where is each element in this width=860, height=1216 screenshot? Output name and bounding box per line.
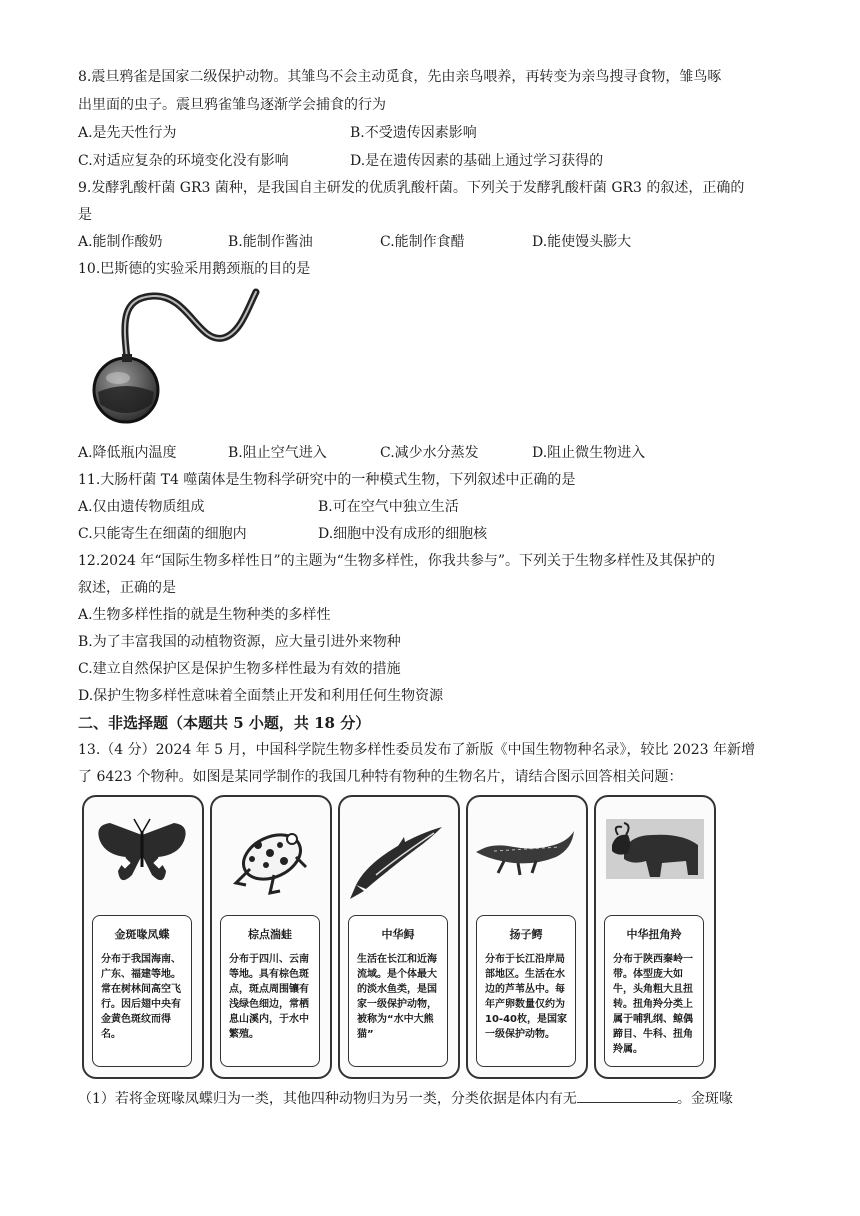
species-card — [338, 795, 460, 1079]
q10-option-c: C.减少水分蒸发 — [380, 445, 479, 461]
answer-blank[interactable] — [577, 1088, 677, 1103]
q12-stem-line2: 叙述，正确的是 — [78, 580, 176, 596]
q8-stem-line2: 出里面的虫子。震旦鸦雀雏鸟逐渐学会捕食的行为 — [78, 97, 386, 113]
card-name: 扬子鳄 — [509, 928, 543, 941]
q13-sub1-text: （1）若将金斑喙凤蝶归为一类，其他四种动物归为另一类，分类依据是体内有无 — [78, 1091, 577, 1107]
card-panel — [92, 915, 192, 1067]
butterfly-icon — [90, 805, 194, 905]
q8-option-b: B.不受遗传因素影响 — [350, 125, 477, 141]
card-panel — [604, 915, 704, 1067]
species-card — [594, 795, 716, 1079]
q9-option-d: D.能使馒头膨大 — [532, 234, 632, 250]
sturgeon-icon — [346, 805, 450, 905]
swan-neck-flask-image — [78, 288, 278, 428]
takin-icon — [602, 805, 706, 905]
card-description: 生活在长江和近海流域。是个体最大的淡水鱼类，是国家一级保护动物，被称为“水中大熊猫” — [357, 954, 437, 1040]
q8-stem-line1: 8.震旦鸦雀是国家二级保护动物。其雏鸟不会主动觅食，先由亲鸟喂养，再转变为亲鸟搜寻食物，雏鸟啄 — [78, 69, 722, 85]
q12-option-a: A.生物多样性指的就是生物种类的多样性 — [78, 607, 331, 623]
q13-sub1-tail: 。金斑喙 — [676, 1091, 733, 1107]
q13-stem-line1: 13.（4 分）2024 年 5 月，中国科学院生物多样性委员发布了新版《中国生物物种名录》，较比 2023 年新增 — [78, 742, 756, 758]
card-panel — [476, 915, 576, 1067]
q11-stem: 11.大肠杆菌 T4 噬菌体是生物科学研究中的一种模式生物，下列叙述中正确的是 — [78, 472, 576, 488]
q13-sub1 — [78, 1088, 793, 1109]
q9-stem-line1: 9.发酵乳酸杆菌 GR3 菌种，是我国自主研发的优质乳酸杆菌。下列关于发酵乳酸杆菌 GR3 的叙述，正确的 — [78, 180, 745, 196]
q11-option-b: B.可在空气中独立生活 — [318, 499, 459, 515]
alligator-icon — [474, 805, 578, 905]
card-name: 棕点湍蛙 — [248, 928, 292, 941]
q11-option-d: D.细胞中没有成形的细胞核 — [318, 526, 488, 542]
card-description: 分布于陕西秦岭一带。体型庞大如牛，头角粗大且扭转。扭角羚分类上属于哺乳纲、鲸偶蹄目、牛科、扭角羚属。 — [613, 954, 693, 1055]
q8-option-a: A.是先天性行为 — [78, 125, 177, 141]
card-name: 金斑喙凤蝶 — [114, 928, 170, 941]
q12-option-c: C.建立自然保护区是保护生物多样性最为有效的措施 — [78, 661, 401, 677]
q8-option-c: C.对适应复杂的环境变化没有影响 — [78, 153, 289, 169]
q9-option-b: B.能制作酱油 — [228, 234, 313, 250]
card-name: 中华鲟 — [381, 928, 415, 941]
q8-option-d: D.是在遗传因素的基础上通过学习获得的 — [350, 153, 604, 169]
q9-option-a: A.能制作酸奶 — [78, 234, 163, 250]
q10-stem: 10.巴斯德的实验采用鹅颈瓶的目的是 — [78, 261, 311, 277]
q9-stem-line2: 是 — [78, 207, 92, 223]
q12-option-d: D.保护生物多样性意味着全面禁止开发和利用任何生物资源 — [78, 688, 444, 704]
card-panel — [220, 915, 320, 1067]
q12-option-b: B.为了丰富我国的动植物资源，应大量引进外来物种 — [78, 634, 401, 650]
q13-stem-line2: 了 6423 个物种。如图是某同学制作的我国几种特有物种的生物名片，请结合图示回答相关问题： — [78, 769, 683, 785]
frog-icon — [218, 805, 322, 905]
card-description: 分布于我国海南、广东、福建等地。常在树林间高空飞行。因后翅中央有金黄色斑纹而得名。 — [101, 954, 181, 1040]
card-name: 中华扭角羚 — [626, 928, 682, 941]
card-panel — [348, 915, 448, 1067]
q12-stem-line1: 12.2024 年“国际生物多样性日”的主题为“生物多样性，你我共参与”。下列关于生物多样性及其保护的 — [78, 553, 715, 569]
species-card — [210, 795, 332, 1079]
q10-option-b: B.阻止空气进入 — [228, 445, 327, 461]
q11-option-a: A.仅由遗传物质组成 — [78, 499, 205, 515]
card-description: 分布于长江沿岸局部地区。生活在水边的芦苇丛中。每年产卵数量仅约为10-40枚，是国家一级保护动物。 — [485, 954, 567, 1040]
card-description: 分布于四川、云南等地。具有棕色斑点，斑点周围镶有浅绿色细边，常栖息山溪内，于水中繁殖。 — [229, 954, 309, 1040]
species-card — [466, 795, 588, 1079]
q10-option-a: A.降低瓶内温度 — [78, 445, 177, 461]
q9-option-c: C.能制作食醋 — [380, 234, 465, 250]
species-cards — [82, 795, 722, 1080]
species-card — [82, 795, 204, 1079]
q10-option-d: D.阻止微生物进入 — [532, 445, 646, 461]
section-heading: 二、非选择题（本题共 5 小题，共 18 分） — [78, 714, 371, 732]
q11-option-c: C.只能寄生在细菌的细胞内 — [78, 526, 247, 542]
